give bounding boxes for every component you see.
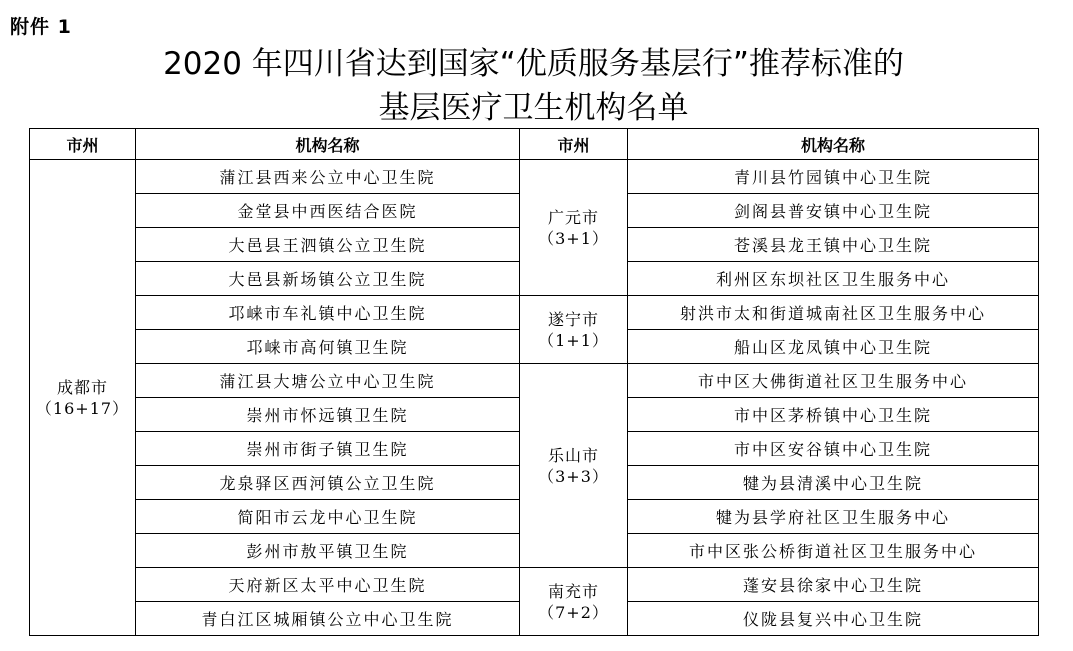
institution-cell: 市中区大佛街道社区卫生服务中心 <box>628 364 1039 398</box>
city-name: 遂宁市 <box>547 309 599 329</box>
header-city: 市州 <box>30 129 136 160</box>
header-city-2: 市州 <box>520 129 628 160</box>
institution-cell: 蒲江县大塘公立中心卫生院 <box>136 364 520 398</box>
attachment-label: 附件 1 <box>10 16 72 38</box>
institution-cell: 射洪市太和街道城南社区卫生服务中心 <box>628 296 1039 330</box>
institution-cell: 简阳市云龙中心卫生院 <box>136 500 520 534</box>
institution-cell: 仪陇县复兴中心卫生院 <box>628 602 1039 636</box>
institution-cell: 苍溪县龙王镇中心卫生院 <box>628 228 1039 262</box>
city-count: （3+1） <box>538 228 609 248</box>
institution-cell: 彭州市敖平镇卫生院 <box>136 534 520 568</box>
institution-cell: 邛崃市高何镇卫生院 <box>136 330 520 364</box>
city-cell-leshan <box>520 364 628 568</box>
table-header-row <box>30 129 1039 160</box>
institution-cell: 蓬安县徐家中心卫生院 <box>628 568 1039 602</box>
table-row <box>30 160 1039 194</box>
header-institution-name: 机构名称 <box>136 129 520 160</box>
city-count: （3+3） <box>538 466 609 486</box>
city-cell-nanchong <box>520 568 628 636</box>
city-count: （1+1） <box>538 330 609 350</box>
institution-cell: 大邑县王泗镇公立卫生院 <box>136 228 520 262</box>
institution-cell: 利州区东坝社区卫生服务中心 <box>628 262 1039 296</box>
table-row <box>30 364 1039 398</box>
institution-cell: 船山区龙凤镇中心卫生院 <box>628 330 1039 364</box>
city-cell-suining <box>520 296 628 364</box>
table-row <box>30 568 1039 602</box>
city-cell-chengdu <box>30 160 136 636</box>
institution-cell: 龙泉驿区西河镇公立卫生院 <box>136 466 520 500</box>
institution-cell: 崇州市街子镇卫生院 <box>136 432 520 466</box>
institution-cell: 市中区茅桥镇中心卫生院 <box>628 398 1039 432</box>
institution-cell: 犍为县学府社区卫生服务中心 <box>628 500 1039 534</box>
institution-table <box>29 128 1039 636</box>
city-name: 成都市 <box>56 377 108 397</box>
institution-cell: 市中区安谷镇中心卫生院 <box>628 432 1039 466</box>
institution-cell: 金堂县中西医结合医院 <box>136 194 520 228</box>
city-name: 南充市 <box>547 581 599 601</box>
institution-cell: 剑阁县普安镇中心卫生院 <box>628 194 1039 228</box>
city-name: 乐山市 <box>547 445 599 465</box>
document-title-line2: 基层医疗卫生机构名单 <box>378 90 689 126</box>
institution-cell: 犍为县清溪中心卫生院 <box>628 466 1039 500</box>
city-count: （7+2） <box>538 602 609 622</box>
institution-cell: 市中区张公桥街道社区卫生服务中心 <box>628 534 1039 568</box>
document-title-line1: 2020 年四川省达到国家“优质服务基层行”推荐标准的 <box>163 46 904 82</box>
institution-cell: 邛崃市车礼镇中心卫生院 <box>136 296 520 330</box>
institution-cell: 青白江区城厢镇公立中心卫生院 <box>136 602 520 636</box>
institution-cell: 天府新区太平中心卫生院 <box>136 568 520 602</box>
institution-cell: 大邑县新场镇公立卫生院 <box>136 262 520 296</box>
header-institution-name-2: 机构名称 <box>628 129 1039 160</box>
institution-cell: 蒲江县西来公立中心卫生院 <box>136 160 520 194</box>
city-count: （16+17） <box>35 398 130 418</box>
institution-cell: 崇州市怀远镇卫生院 <box>136 398 520 432</box>
city-cell-guangyuan <box>520 160 628 296</box>
table-row <box>30 296 1039 330</box>
institution-cell: 青川县竹园镇中心卫生院 <box>628 160 1039 194</box>
city-name: 广元市 <box>547 207 599 227</box>
